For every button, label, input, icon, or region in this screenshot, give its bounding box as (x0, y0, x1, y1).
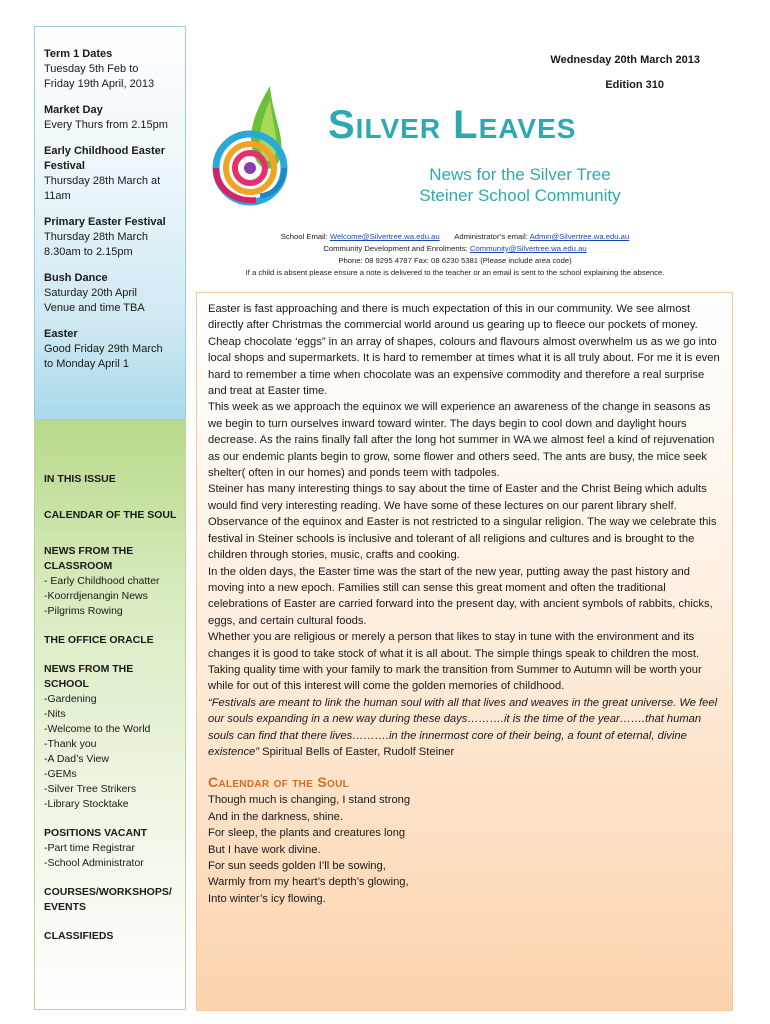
poem-line: Though much is changing, I stand strong (208, 794, 411, 807)
calendar-of-soul-title: Calendar of the Soul (208, 774, 349, 791)
masthead-subtitle (370, 164, 670, 206)
edition-number: Edition 310 (605, 79, 664, 91)
issue-heading: POSITIONS VACANT (44, 827, 148, 839)
easter-article (208, 301, 722, 760)
community-email-link[interactable]: Community@Silvertree.wa.edu.au (469, 244, 587, 253)
date-title: Market Day (44, 104, 103, 116)
date-line: Good Friday 29th March (44, 343, 163, 355)
article-quote-paragraph (208, 695, 722, 761)
date-line: Tuesday 5th Feb to (44, 63, 139, 75)
issue-heading: NEWS FROM THE CLASSROOM (44, 545, 134, 572)
poem-line: For sun seeds golden I’ll be sowing, (208, 860, 386, 872)
school-email-label: School Email: (280, 232, 330, 241)
issue-calendar (44, 508, 177, 523)
issue-item: -School Administrator (44, 857, 144, 869)
issue-heading: COURSES/WORKSHOPS/ EVENTS (44, 886, 172, 913)
date-title: Primary Easter Festival (44, 216, 166, 228)
admin-email-label: Administrator’s email: (454, 232, 530, 241)
subtitle-line: News for the Silver Tree (429, 165, 611, 184)
issue-item: -Welcome to the World (44, 723, 151, 735)
issue-item: -Pilgrims Rowing (44, 605, 123, 617)
issue-heading: NEWS FROM THE SCHOOL (44, 663, 134, 690)
issue-item: -Gardening (44, 693, 97, 705)
issue-classroom (44, 544, 177, 619)
date-line: Saturday 20th April (44, 287, 137, 299)
date-line: Thursday 28th March at 11am (44, 175, 161, 202)
sidebar-in-this-issue (34, 420, 186, 1010)
date-line: Friday 19th April, 2013 (44, 78, 155, 90)
date-market-day (44, 103, 177, 133)
calendar-poem (208, 792, 722, 907)
poem-line: And in the darkness, shine. (208, 810, 343, 823)
article-paragraph: Whether you are religious or merely a person that likes to stay in tune with the environment and its changes it is good to take stock of what it is all about. The simple things speak to children the most. Taking quality time with your family to mark the transition from Summer to Autumn will be worth your while for out of this interest will come the golden memories of childhood. (208, 631, 702, 693)
issue-item: -GEMs (44, 768, 77, 780)
poem-line: But I have work divine. (208, 843, 321, 856)
date-ec-easter (44, 144, 177, 204)
issue-heading: CALENDAR OF THE SOUL (44, 509, 177, 521)
school-email-link[interactable]: Welcome@Silvertree.wa.edu.au (329, 232, 440, 241)
date-line: 8.30am to 2.15pm (44, 246, 133, 258)
issue-heading: IN THIS ISSUE (44, 473, 116, 485)
issue-courses (44, 885, 177, 915)
admin-email-link[interactable]: Admin@Silvertree.wa.edu.au (529, 232, 630, 241)
date-bush-dance (44, 271, 177, 316)
issue-office-oracle (44, 633, 177, 648)
main-article-box (196, 292, 733, 1011)
silver-tree-logo (196, 80, 320, 206)
poem-line: Warmly from my heart’s depth’s glowing, (208, 876, 409, 889)
contact-phone: Phone: 08 9295 4787 Fax: 08 6230 5381 (Please include area code) (338, 256, 572, 265)
subtitle-line: Steiner School Community (419, 186, 621, 205)
date-line: to Monday April 1 (44, 358, 129, 370)
issue-item: -Thank you (44, 738, 97, 750)
issue-date: Wednesday 20th March 2013 (550, 54, 700, 66)
article-paragraph: Steiner has many interesting things to say about the time of Easter and the Christ Being which adults would find very interesting reading. We have some of these lectures on our parent library shelf. Observance of the equinox and Easter is not restricted to a singular religion. The way we celebrate this festival in Steiner schools is inclusive and tolerant of all religions and cultures and is brought to the children through stories, music, crafts and cooking. (208, 483, 717, 562)
date-easter (44, 327, 177, 372)
quote-source: Spiritual Bells of Easter, Rudolf Steiner (259, 745, 455, 758)
issue-heading: THE OFFICE ORACLE (44, 634, 154, 646)
date-term1 (44, 47, 177, 92)
poem-line: For sleep, the plants and creatures long (208, 827, 406, 840)
article-paragraph: This week as we approach the equinox we will experience an awareness of the change in seasons as we begin to turn ourselves inward toward winter. The days begin to cool down and daylight hours decrease. As the rains finally fall after the long hot summer in WA we almost feel a kind of rejuvenation as our endemic plants begin to grow, some flower and others seed. The ants are busy, the mice seek shelter( often in our homes) and ponds teem with tadpoles. (208, 401, 715, 480)
issue-school-news (44, 662, 177, 812)
contact-info (190, 231, 720, 279)
date-line: Thursday 28th March (44, 231, 148, 243)
issue-heading-block (44, 472, 177, 487)
issue-positions (44, 826, 177, 871)
article-paragraph: In the olden days, the Easter time was the start of the new year, putting away the past history and moving into a new epoch. Families still can sense this great moment and often the traditional celebrations of Easter are carried forward into the present day, with ancient symbols of rabbits, chicks, eggs, and certain cultural foods. (208, 565, 713, 627)
community-label: Community Development and Enrolments: (323, 244, 470, 253)
issue-heading: CLASSIFIEDS (44, 930, 114, 942)
issue-item: -Library Stocktake (44, 798, 129, 810)
date-line: Venue and time TBA (44, 302, 145, 314)
date-primary-easter (44, 215, 177, 260)
contact-line-emails (190, 231, 720, 243)
poem-line: Into winter’s icy flowing. (208, 892, 326, 905)
issue-item: -A Dad’s View (44, 753, 109, 765)
issue-item: - Early Childhood chatter (44, 575, 160, 587)
issue-item: -Nits (44, 708, 66, 720)
issue-item: -Part time Registrar (44, 842, 136, 854)
contact-line-community (190, 243, 720, 255)
date-line: Every Thurs from 2.15pm (44, 119, 168, 131)
issue-item: -Koorrdjenangin News (44, 590, 148, 602)
article-paragraph: Easter is fast approaching and there is much expectation of this in our community. We see almost directly after Christmas the commercial world around us gearing up to fleece our pockets of money. Cheap chocolate ‘eggs” in an array of shapes, colours and flavours almost overwhelm us as we go into local shops and supermarkets. It is hard to remember at times what it is all truly about. For me it is even hard to remember a time when chocolate was an expensive commodity and therefore a real surprise and treat at Easter time. (208, 303, 720, 398)
date-title: Easter (44, 328, 78, 340)
masthead-title: Silver Leaves (328, 103, 577, 147)
date-title: Bush Dance (44, 272, 108, 284)
sidebar-dates (34, 26, 186, 420)
date-title: Term 1 Dates (44, 48, 113, 60)
absence-note: If a child is absent please ensure a note is delivered to the teacher or an email is sent to the school explaining the absence. (245, 268, 665, 277)
issue-classifieds (44, 929, 177, 944)
steiner-quote: “Festivals are meant to link the human soul with all that lives and weaves in the great universe. We feel our souls expanding in a new way during these days……….it is the time of the year…….that human souls can find that there lives……….in the innermost core of their being, a fount of eternal, divine existence” (208, 696, 718, 758)
issue-item: -Silver Tree Strikers (44, 783, 137, 795)
date-title: Early Childhood Easter Festival (44, 145, 166, 172)
